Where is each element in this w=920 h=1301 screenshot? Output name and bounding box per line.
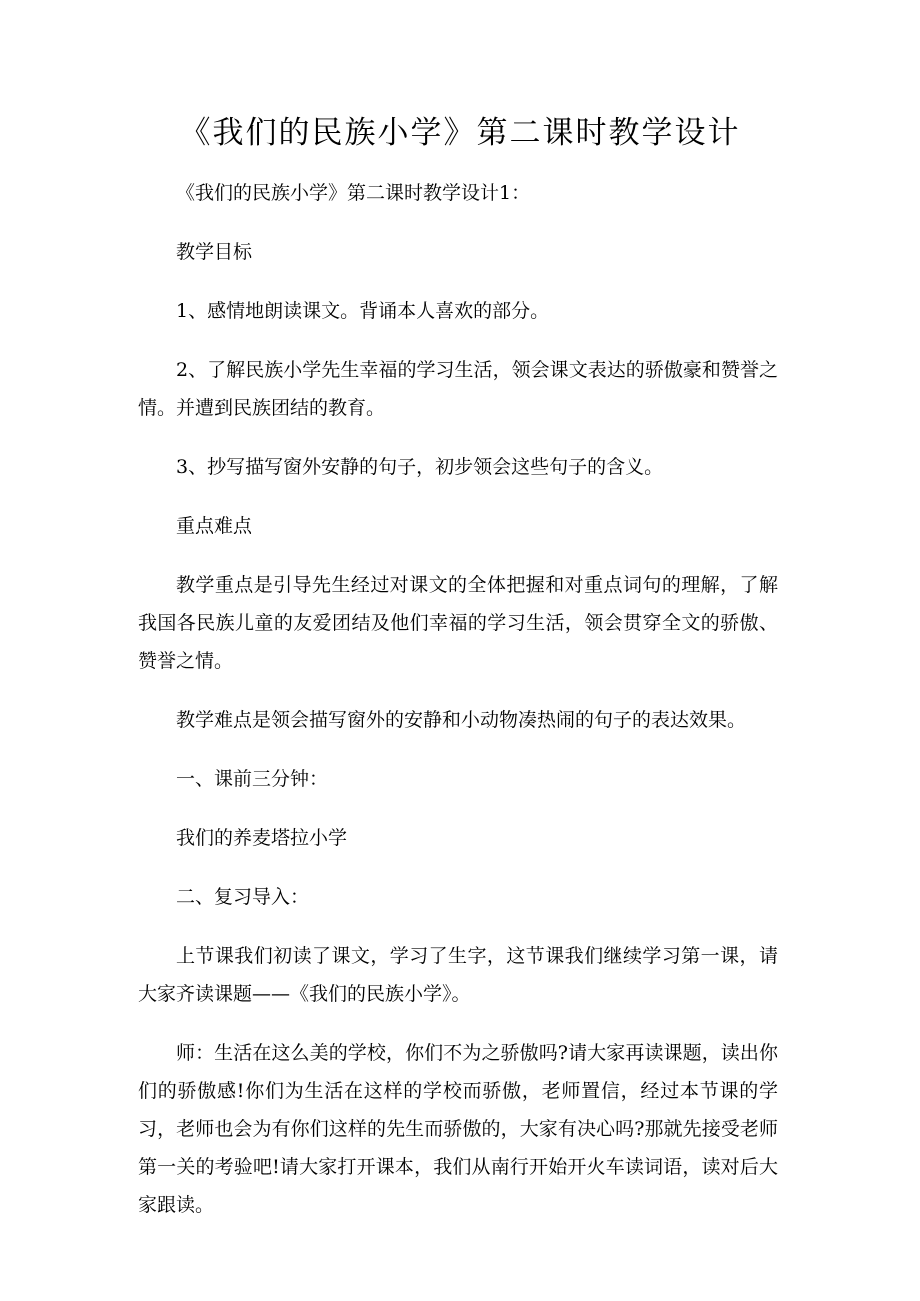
goal-item-2: 2、了解民族小学先生幸福的学习生活，领会课文表达的骄傲豪和赞誉之情。并遭到民族团结的教育。 <box>138 359 778 419</box>
heading-teaching-goals: 教学目标 <box>176 241 253 263</box>
paragraph-review-intro: 上节课我们初读了课文，学习了生字，这节课我们继续学习第一课，请大家齐读课题——《我们的民族小学》。 <box>138 945 778 1005</box>
paragraph-school-name: 我们的养麦塔拉小学 <box>176 827 348 849</box>
paragraph-difficulties: 教学难点是领会描写窗外的安静和小动物凑热闹的句子的表达效果。 <box>176 709 747 731</box>
paragraph-key-points: 教学重点是引导先生经过对课文的全体把握和对重点词句的理解，了解我国各民族儿童的友爱团结及他们幸福的学习生活，领会贯穿全文的骄傲、赞誉之情。 <box>138 574 778 672</box>
document-body <box>138 174 778 1224</box>
heading-section-1: 一、课前三分钟： <box>176 768 329 790</box>
paragraph-subtitle: 《我们的民族小学》第二课时教学设计1： <box>176 182 531 204</box>
goal-item-3: 3、抄写描写窗外安静的句子，初步领会这些句子的含义。 <box>176 456 664 478</box>
paragraph-teacher-dialogue: 师：生活在这么美的学校，你们不为之骄傲吗?请大家再读课题，读出你们的骄傲感!你们为生活在这样的学校而骄傲，老师置信，经过本节课的学习，老师也会为有你们这样的先生而骄傲的，大家有决心吗?那就先接受老师第一关的考验吧!请大家打开课本，我们从南行开始开火车读词语，读对后大家跟读。 <box>138 1042 778 1216</box>
heading-section-2: 二、复习导入： <box>176 886 310 908</box>
heading-key-difficulties: 重点难点 <box>176 515 253 537</box>
document-title: 《我们的民族小学》第二课时教学设计 <box>179 115 741 151</box>
goal-item-1: 1、感情地朗读课文。背诵本人喜欢的部分。 <box>176 300 550 322</box>
